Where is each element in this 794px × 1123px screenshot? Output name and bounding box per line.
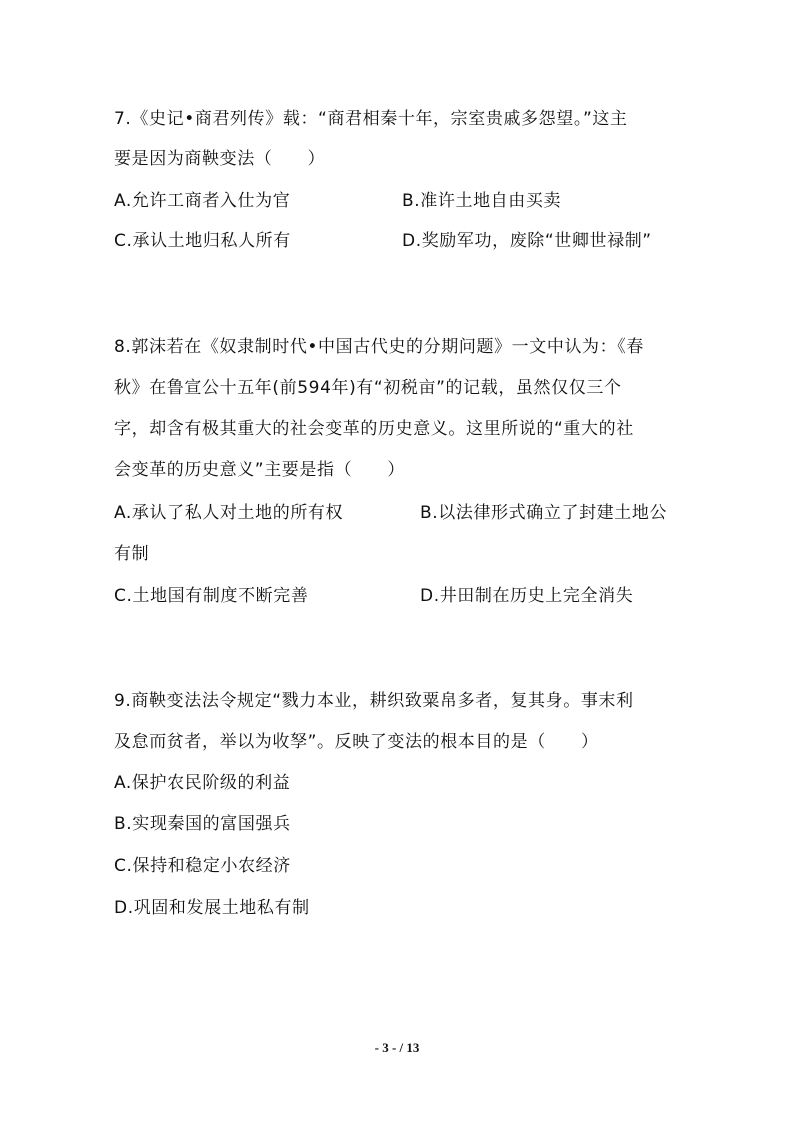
question-9-stem-line-1: 9.商鞅变法法令规定“戮力本业，耕织致粟帛多者，复其身。事末利 — [114, 691, 634, 711]
question-7-stem-line-1: 7.《史记•商君列传》载：“商君相秦十年，宗室贵戚多怨望。”这主 — [114, 109, 628, 129]
page-number: - 3 - / 13 — [374, 1040, 420, 1055]
question-8-option-b-continued: 有制 — [114, 544, 150, 564]
question-7-option-c: C.承认土地归私人所有 — [114, 231, 291, 251]
question-8-stem-line-2: 秋》在鲁宣公十五年(前594年)有“初税亩”的记载，虽然仅仅三个 — [114, 378, 622, 398]
question-7-option-a: A.允许工商者入仕为官 — [114, 191, 291, 211]
question-7-option-d: D.奖励军功，废除“世卿世禄制” — [402, 231, 652, 251]
question-9-option-c: C.保持和稳定小农经济 — [114, 856, 291, 876]
question-8-option-b: B.以法律形式确立了封建土地公 — [420, 503, 668, 523]
question-8-option-c: C.土地国有制度不断完善 — [114, 586, 309, 606]
question-8-option-d: D.井田制在历史上完全消失 — [420, 586, 634, 606]
question-8-stem-line-1: 8.郭沫若在《奴隶制时代•中国古代史的分期问题》一文中认为：《春 — [114, 337, 644, 357]
question-9-option-a: A.保护农民阶级的利益 — [114, 773, 291, 793]
question-9-option-d: D.巩固和发展土地私有制 — [114, 898, 310, 918]
question-9-stem-line-2: 及怠而贫者，举以为收孥”。反映了变法的根本目的是（ ） — [114, 732, 599, 752]
question-8-stem-line-4: 会变革的历史意义”主要是指（ ） — [114, 460, 406, 480]
question-7-stem-line-2: 要是因为商鞅变法（ ） — [114, 149, 326, 169]
question-7-option-b: B.准许土地自由买卖 — [402, 191, 562, 211]
question-8-stem-line-3: 字，却含有极其重大的社会变革的历史意义。这里所说的“重大的社 — [114, 419, 634, 439]
question-9-option-b: B.实现秦国的富国强兵 — [114, 814, 291, 834]
question-8-option-a: A.承认了私人对土地的所有权 — [114, 503, 344, 523]
